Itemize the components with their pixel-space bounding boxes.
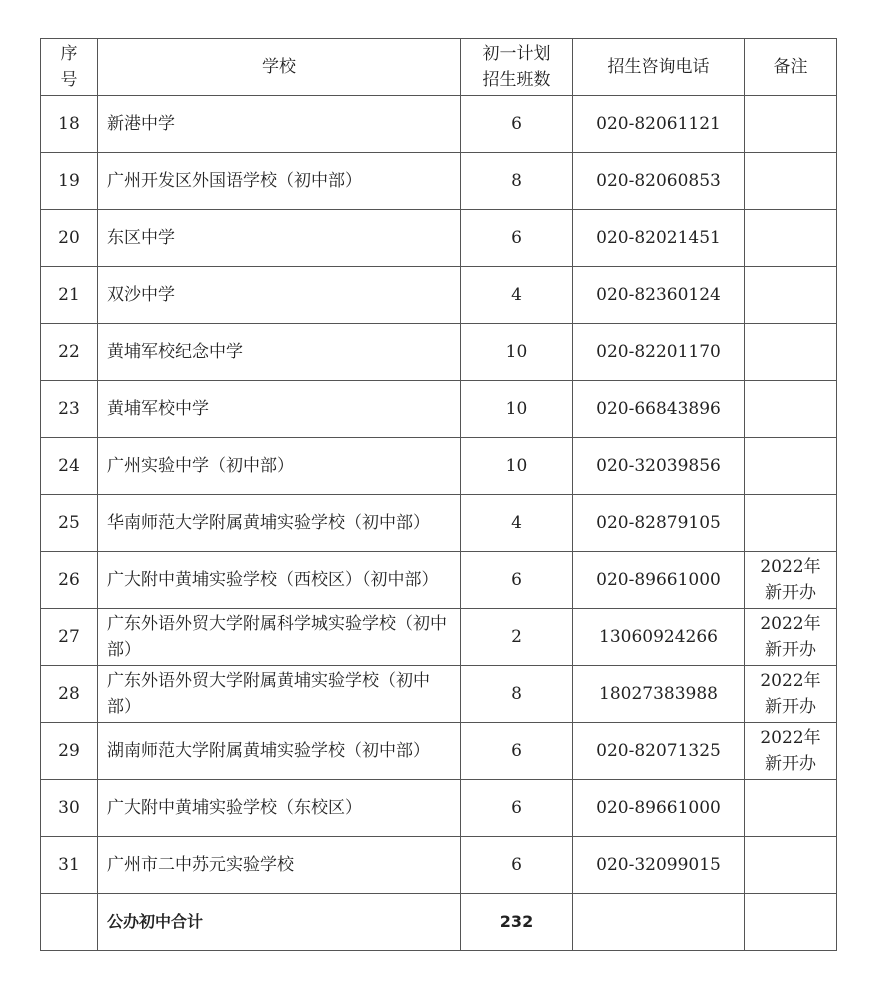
row-note-line: 新开办: [765, 640, 816, 660]
row-classes: 2: [461, 609, 573, 666]
row-num: 30: [41, 780, 98, 837]
header-seq: 序 号: [41, 39, 98, 96]
row-classes: 10: [461, 381, 573, 438]
row-classes: 8: [461, 153, 573, 210]
row-classes: 10: [461, 438, 573, 495]
row-note-line: 2022年: [760, 728, 821, 748]
row-classes: 6: [461, 780, 573, 837]
row-school: 黄埔军校纪念中学: [98, 324, 461, 381]
table-row: [41, 381, 837, 438]
row-phone: 020-82879105: [573, 495, 745, 552]
total-num: [41, 894, 98, 951]
row-classes: 4: [461, 495, 573, 552]
row-classes: 6: [461, 552, 573, 609]
row-classes: 6: [461, 723, 573, 780]
table-row: [41, 837, 837, 894]
table-row: [41, 495, 837, 552]
row-phone: 020-82060853: [573, 153, 745, 210]
row-phone: 020-66843896: [573, 381, 745, 438]
row-num: 28: [41, 666, 98, 723]
row-phone: 020-82061121: [573, 96, 745, 153]
table-row: [41, 153, 837, 210]
row-note: [745, 666, 837, 723]
row-phone: 020-82201170: [573, 324, 745, 381]
row-num: 19: [41, 153, 98, 210]
row-school: 广州实验中学（初中部）: [98, 438, 461, 495]
row-note: [745, 324, 837, 381]
header-row: [41, 39, 837, 96]
total-note: [745, 894, 837, 951]
header-classes: 初一计划 招生班数: [461, 39, 573, 96]
row-phone: 020-89661000: [573, 780, 745, 837]
table-row: [41, 780, 837, 837]
row-school: 新港中学: [98, 96, 461, 153]
row-phone: 020-82021451: [573, 210, 745, 267]
row-school: 广东外语外贸大学附属科学城实验学校（初中部）: [98, 609, 461, 666]
row-num: 18: [41, 96, 98, 153]
row-note: [745, 780, 837, 837]
table-row: [41, 210, 837, 267]
row-school: 广东外语外贸大学附属黄埔实验学校（初中部）: [98, 666, 461, 723]
total-label: 公办初中合计: [98, 894, 461, 951]
header-note: 备注: [745, 39, 837, 96]
row-note: [745, 837, 837, 894]
table-row: [41, 96, 837, 153]
enrollment-table: [40, 38, 837, 951]
row-num: 31: [41, 837, 98, 894]
row-school: 湖南师范大学附属黄埔实验学校（初中部）: [98, 723, 461, 780]
row-num: 22: [41, 324, 98, 381]
row-num: 29: [41, 723, 98, 780]
header-phone: 招生咨询电话: [573, 39, 745, 96]
row-phone: 020-82360124: [573, 267, 745, 324]
row-school: 广大附中黄埔实验学校（东校区）: [98, 780, 461, 837]
row-note: [745, 438, 837, 495]
row-note: [745, 723, 837, 780]
row-school: 广州市二中苏元实验学校: [98, 837, 461, 894]
row-classes: 8: [461, 666, 573, 723]
total-classes: 232: [461, 894, 573, 951]
row-phone: 18027383988: [573, 666, 745, 723]
row-note: [745, 609, 837, 666]
row-note-line: 新开办: [765, 754, 816, 774]
row-phone: 020-82071325: [573, 723, 745, 780]
row-note: [745, 153, 837, 210]
table-row: [41, 666, 837, 723]
row-classes: 4: [461, 267, 573, 324]
row-school: 黄埔军校中学: [98, 381, 461, 438]
row-note: [745, 267, 837, 324]
row-school: 双沙中学: [98, 267, 461, 324]
table-row: [41, 438, 837, 495]
row-num: 25: [41, 495, 98, 552]
row-note: [745, 210, 837, 267]
row-note: [745, 381, 837, 438]
row-num: 23: [41, 381, 98, 438]
row-classes: 6: [461, 210, 573, 267]
row-classes: 6: [461, 96, 573, 153]
row-school: 东区中学: [98, 210, 461, 267]
row-note-line: 新开办: [765, 583, 816, 603]
header-school: 学校: [98, 39, 461, 96]
row-note-line: 2022年: [760, 671, 821, 691]
row-phone: 020-32039856: [573, 438, 745, 495]
row-note-line: 2022年: [760, 557, 821, 577]
row-num: 21: [41, 267, 98, 324]
row-note-line: 2022年: [760, 614, 821, 634]
row-note-line: 新开办: [765, 697, 816, 717]
row-school: 广大附中黄埔实验学校（西校区）（初中部）: [98, 552, 461, 609]
row-note: [745, 552, 837, 609]
table-row: [41, 324, 837, 381]
row-note: [745, 96, 837, 153]
table-row: [41, 552, 837, 609]
row-phone: 020-32099015: [573, 837, 745, 894]
total-phone: [573, 894, 745, 951]
table-row: [41, 723, 837, 780]
row-school: 广州开发区外国语学校（初中部）: [98, 153, 461, 210]
total-row: [41, 894, 837, 951]
row-classes: 10: [461, 324, 573, 381]
table-row: [41, 609, 837, 666]
row-phone: 13060924266: [573, 609, 745, 666]
row-note: [745, 495, 837, 552]
row-num: 24: [41, 438, 98, 495]
row-classes: 6: [461, 837, 573, 894]
row-phone: 020-89661000: [573, 552, 745, 609]
table-row: [41, 267, 837, 324]
row-school: 华南师范大学附属黄埔实验学校（初中部）: [98, 495, 461, 552]
row-num: 27: [41, 609, 98, 666]
row-num: 26: [41, 552, 98, 609]
row-num: 20: [41, 210, 98, 267]
